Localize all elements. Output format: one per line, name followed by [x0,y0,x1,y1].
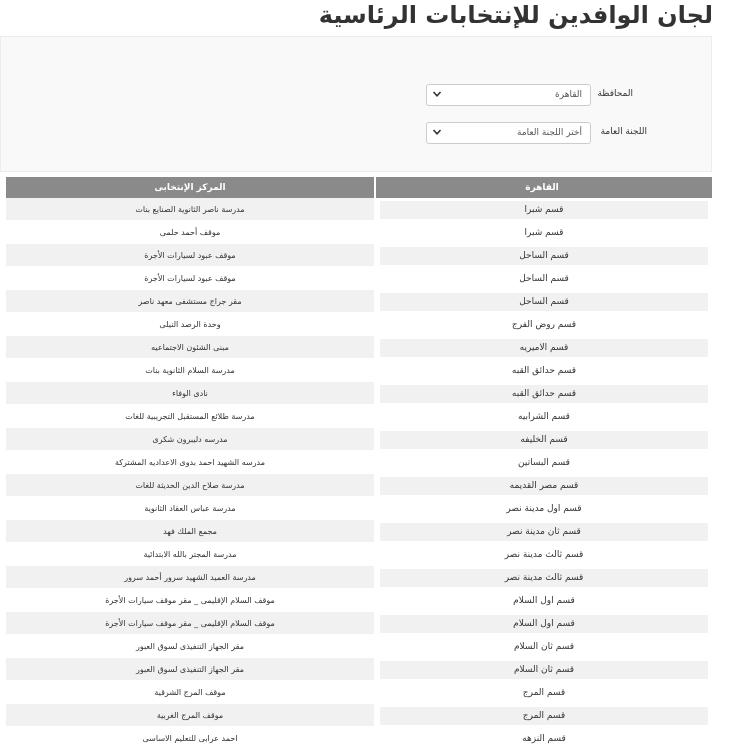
area-cell-label: قسم البساتين [518,457,570,468]
table-row [6,497,712,520]
area-cell [374,313,712,336]
table-row [6,428,712,451]
area-cell [374,566,712,589]
area-cell-label: قسم النزهه [522,733,566,744]
area-cell [374,681,712,704]
area-cell-label: قسم الساحل [519,273,569,284]
area-cell-label: قسم حدائق القبه [380,385,708,403]
table-row [6,520,712,543]
area-cell-label: قسم روض الفرج [511,319,577,330]
chevron-down-icon [432,127,442,137]
area-cell [374,727,712,750]
table-row [6,244,712,267]
center-cell: موقف عبود لسيارات الأجرة [6,244,374,267]
table-row [6,313,712,336]
center-cell: موقف السلام الإقليمى _ مقر موقف سيارات الأجرة [6,589,374,612]
governorate-select-value: القاهرة [555,90,582,100]
area-cell-label: قسم ثالث مدينة نصر [380,569,708,587]
area-cell-label: قسم الشرابيه [518,411,570,422]
committee-label: اللجنة العامة [600,127,647,137]
table-row [6,474,712,497]
center-cell: مجمع الملك فهد [6,520,374,543]
governorate-select[interactable] [426,84,591,106]
table-row [6,727,712,750]
committee-select-value: أختر اللجنة العامة [516,128,582,138]
area-cell [374,405,712,428]
area-cell [374,658,712,681]
table-row [6,267,712,290]
area-cell-label: قسم ثان مدينة نصر [380,523,708,541]
center-cell: مدرسة طلائع المستقبل التجريبية للغات [6,405,374,428]
center-cell: مدرسه دليبرون شكرى [6,428,374,451]
table-row [6,198,712,221]
area-cell [374,520,712,543]
center-cell: مدرسة عباس العقاد الثانوية [6,497,374,520]
area-cell-label: قسم اول السلام [380,615,708,633]
center-cell: مبنى الشئون الاجتماعيه [6,336,374,359]
filter-panel [0,36,712,172]
area-cell [374,474,712,497]
center-cell: وحدة الرصد النيلى [6,313,374,336]
area-cell [374,359,712,382]
center-cell: موقف المرج الشرقية [6,681,374,704]
center-cell: مدرسة المجتر بالله الابتدائية [6,543,374,566]
area-cell [374,612,712,635]
area-cell-label: قسم الخليفه [380,431,708,449]
area-cell-label: قسم اول السلام [513,595,575,606]
area-cell [374,704,712,727]
page-title: لجان الوافدين للإنتخابات الرئاسية [318,1,713,29]
column-header-center: المركز الإنتخابى [6,177,374,198]
table-row [6,405,712,428]
area-cell [374,382,712,405]
table-row [6,543,712,566]
area-cell-label: قسم مصر القديمه [380,477,708,495]
area-cell-label: قسم المرج [522,687,566,698]
area-cell [374,198,712,221]
table-row [6,359,712,382]
area-cell-label: قسم ثان السلام [380,661,708,679]
table-row [6,612,712,635]
center-cell: مقر الجهاز التنفيذى لسوق العبور [6,658,374,681]
column-header-area: القاهرة [374,177,712,198]
center-cell: نادى الوفاء [6,382,374,405]
area-cell [374,428,712,451]
center-cell: مدرسة السلام الثانوية بنات [6,359,374,382]
area-cell-label: قسم شبرا [380,201,708,219]
center-cell: مدرسه الشهيد احمد بدوى الاعداديه المشتركة [6,451,374,474]
area-cell [374,635,712,658]
committees-table [6,177,712,750]
area-cell [374,336,712,359]
governorate-label: المحافظة [597,89,633,99]
area-cell [374,221,712,244]
committee-select[interactable] [426,122,591,144]
area-cell [374,451,712,474]
area-cell-label: قسم ثالث مدينة نصر [504,549,584,560]
area-cell-label: قسم الساحل [380,247,708,265]
center-cell: مدرسة ناصر الثانوية الصنايع بنات [6,198,374,221]
center-cell: موقف عبود لسيارات الأجرة [6,267,374,290]
area-cell [374,267,712,290]
area-cell-label: قسم اول مدينة نصر [506,503,582,514]
area-cell-label: قسم المرج [380,707,708,725]
area-cell [374,290,712,313]
area-cell-label: قسم الساحل [380,293,708,311]
area-cell-label: قسم شبرا [524,227,564,238]
table-row [6,566,712,589]
table-row [6,382,712,405]
area-cell [374,497,712,520]
table-row [6,589,712,612]
area-cell [374,244,712,267]
table-header-row [6,177,712,198]
area-cell [374,589,712,612]
table-row [6,635,712,658]
table-row [6,681,712,704]
center-cell: موقف السلام الإقليمى _ مقر موقف سيارات الأجرة [6,612,374,635]
table-row [6,221,712,244]
center-cell: مدرسة العميد الشهيد سرور أحمد سرور [6,566,374,589]
table-row [6,658,712,681]
chevron-down-icon [432,89,442,99]
center-cell: مدرسة صلاح الدين الحديثة للغات [6,474,374,497]
center-cell: موقف المرج الغربية [6,704,374,727]
center-cell: مقر جراج مستشفى معهد ناصر [6,290,374,313]
table-row [6,451,712,474]
center-cell: احمد عرابى للتعليم الاساسى [6,727,374,750]
table-row [6,336,712,359]
area-cell-label: قسم حدائق القبه [511,365,577,376]
center-cell: مقر الجهاز التنفيذى لسوق العبور [6,635,374,658]
table-row [6,290,712,313]
area-cell [374,543,712,566]
area-cell-label: قسم الاميريه [380,339,708,357]
table-row [6,704,712,727]
area-cell-label: قسم ثان السلام [513,641,575,652]
center-cell: موقف أحمد حلمى [6,221,374,244]
